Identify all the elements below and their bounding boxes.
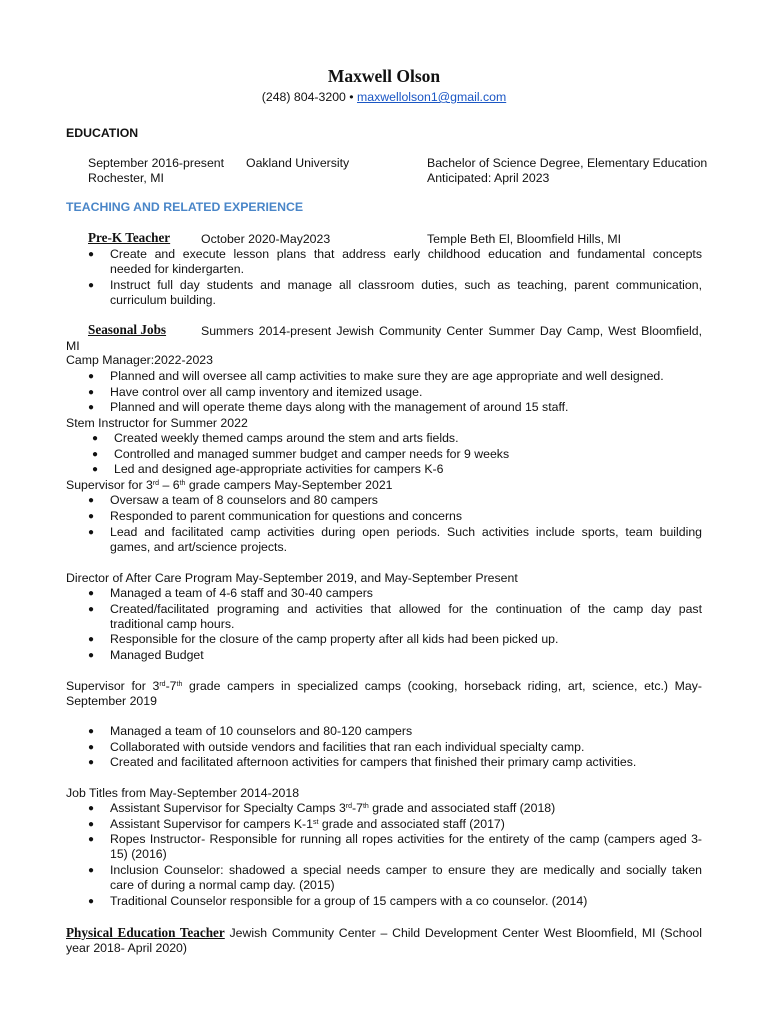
list-item: Managed a team of 10 counselors and 80-120 campers — [110, 724, 413, 738]
bullet-icon: ● — [88, 726, 95, 737]
education-degree: Bachelor of Science Degree, Elementary Education — [427, 156, 708, 170]
list-item: Responded to parent communication for questions and concerns — [110, 509, 463, 523]
seasonal-description: Summers 2014-present Jewish Community Center Summer Day Camp, West Bloomfield, — [201, 324, 702, 338]
bullet-icon: ● — [92, 449, 99, 460]
bullet-icon: ● — [88, 742, 95, 753]
contact-line — [0, 90, 768, 104]
bullet-icon: ● — [88, 588, 95, 599]
list-item: Assistant Supervisor for campers K-1st grade and associated staff (2017) — [110, 817, 505, 831]
bullet-icon: ● — [88, 604, 95, 615]
list-item: Created and facilitated afternoon activities for campers that finished their primary camp activities. — [110, 755, 637, 769]
pe-entry — [66, 925, 702, 941]
bullet-icon: ● — [88, 634, 95, 645]
experience-heading: TEACHING AND RELATED EXPERIENCE — [66, 200, 304, 214]
bullet-icon: ● — [88, 803, 95, 814]
list-item: Inclusion Counselor: shadowed a special needs camper to ensure they are medically and socially taken care of during a normal camp day. (2015) — [110, 863, 702, 893]
list-item: Created weekly themed camps around the stem and arts fields. — [114, 431, 459, 445]
list-item: Oversaw a team of 8 counselors and 80 campers — [110, 493, 378, 507]
separator-dot: • — [349, 90, 354, 104]
bullet-icon: ● — [88, 650, 95, 661]
job-titles-heading: Job Titles from May-September 2014-2018 — [66, 786, 300, 800]
email-link[interactable]: maxwellolson1@gmail.com — [357, 90, 507, 104]
bullet-icon: ● — [88, 819, 95, 830]
list-item: Created/facilitated programing and activities that allowed for the continuation of the camp day past traditional camp hours. — [110, 602, 702, 632]
list-item: Led and designed age-appropriate activities for campers K-6 — [114, 462, 444, 476]
prek-dates: October 2020-May2023 — [201, 232, 331, 246]
list-item: Managed Budget — [110, 648, 204, 662]
list-item: Lead and facilitated camp activities during open periods. Such activities include sports, team building games, and art/science projects. — [110, 525, 702, 555]
seasonal-description-cont: MI — [66, 339, 80, 353]
prek-employer: Temple Beth El, Bloomfield Hills, MI — [427, 232, 622, 246]
bullet-icon: ● — [88, 371, 95, 382]
education-anticipated: Anticipated: April 2023 — [427, 171, 550, 185]
list-item: Traditional Counselor responsible for a group of 15 campers with a co counselor. (2014) — [110, 894, 588, 908]
list-item: Ropes Instructor- Responsible for running all ropes activities for the entirety of the camp (campers aged 3- 15) (2016) — [110, 832, 702, 862]
specialized-title: Supervisor for 3rd-7th grade campers in specialized camps (cooking, horseback riding, art, science, etc.) May- — [66, 679, 702, 693]
specialized-title-cont: September 2019 — [66, 694, 157, 708]
bullet-icon: ● — [88, 834, 95, 845]
education-heading: EDUCATION — [66, 126, 139, 140]
bullet-icon: ● — [88, 495, 95, 506]
bullet-icon: ● — [88, 511, 95, 522]
pe-description: Jewish Community Center – Child Development Center West Bloomfield, MI (School — [224, 926, 702, 940]
list-item: Have control over all camp inventory and itemized usage. — [110, 385, 423, 399]
aftercare-title: Director of After Care Program May-September 2019, and May-September Present — [66, 571, 518, 585]
stem-title: Stem Instructor for Summer 2022 — [66, 416, 248, 430]
seasonal-title: Seasonal Jobs — [88, 322, 167, 337]
list-item: Responsible for the closure of the camp property after all kids had been picked up. — [110, 632, 559, 646]
camp-manager-title: Camp Manager:2022-2023 — [66, 353, 213, 367]
bullet-icon: ● — [92, 433, 99, 444]
list-item: Collaborated with outside vendors and facilities that ran each individual specialty camp. — [110, 740, 585, 754]
list-item: Planned and will operate theme days along with the management of around 15 staff. — [110, 400, 569, 414]
bullet-icon: ● — [88, 757, 95, 768]
prek-title: Pre-K Teacher — [88, 230, 171, 245]
bullet-icon: ● — [88, 527, 95, 538]
education-location: Rochester, MI — [88, 171, 164, 185]
list-item: Controlled and managed summer budget and camper needs for 9 weeks — [114, 447, 510, 461]
bullet-icon: ● — [88, 865, 95, 876]
list-item: Assistant Supervisor for Specialty Camps 3rd-7th grade and associated staff (2018) — [110, 801, 556, 815]
list-item: Planned and will oversee all camp activities to make sure they are age appropriate and well designed. — [110, 369, 664, 383]
bullet-icon: ● — [88, 249, 95, 260]
bullet-icon: ● — [88, 387, 95, 398]
phone-number: (248) 804-3200 — [261, 90, 346, 104]
bullet-icon: ● — [88, 896, 95, 907]
list-item: Managed a team of 4-6 staff and 30-40 campers — [110, 586, 373, 600]
education-dates: September 2016-present — [88, 156, 225, 170]
bullet-icon: ● — [92, 464, 99, 475]
bullet-icon: ● — [88, 402, 95, 413]
pe-description-cont: year 2018- April 2020) — [66, 941, 187, 955]
list-item: Create and execute lesson plans that address early childhood education and fundamental concepts needed for kindergarten. — [110, 247, 702, 277]
list-item: Instruct full day students and manage all classroom duties, such as teaching, parent communication, curriculum building. — [110, 278, 702, 308]
bullet-icon: ● — [88, 280, 95, 291]
candidate-name: Maxwell Olson — [327, 66, 441, 86]
supervisor-3-6-title: Supervisor for 3rd – 6th grade campers May-September 2021 — [66, 478, 393, 492]
education-school: Oakland University — [246, 156, 350, 170]
pe-title: Physical Education Teacher — [66, 925, 225, 940]
